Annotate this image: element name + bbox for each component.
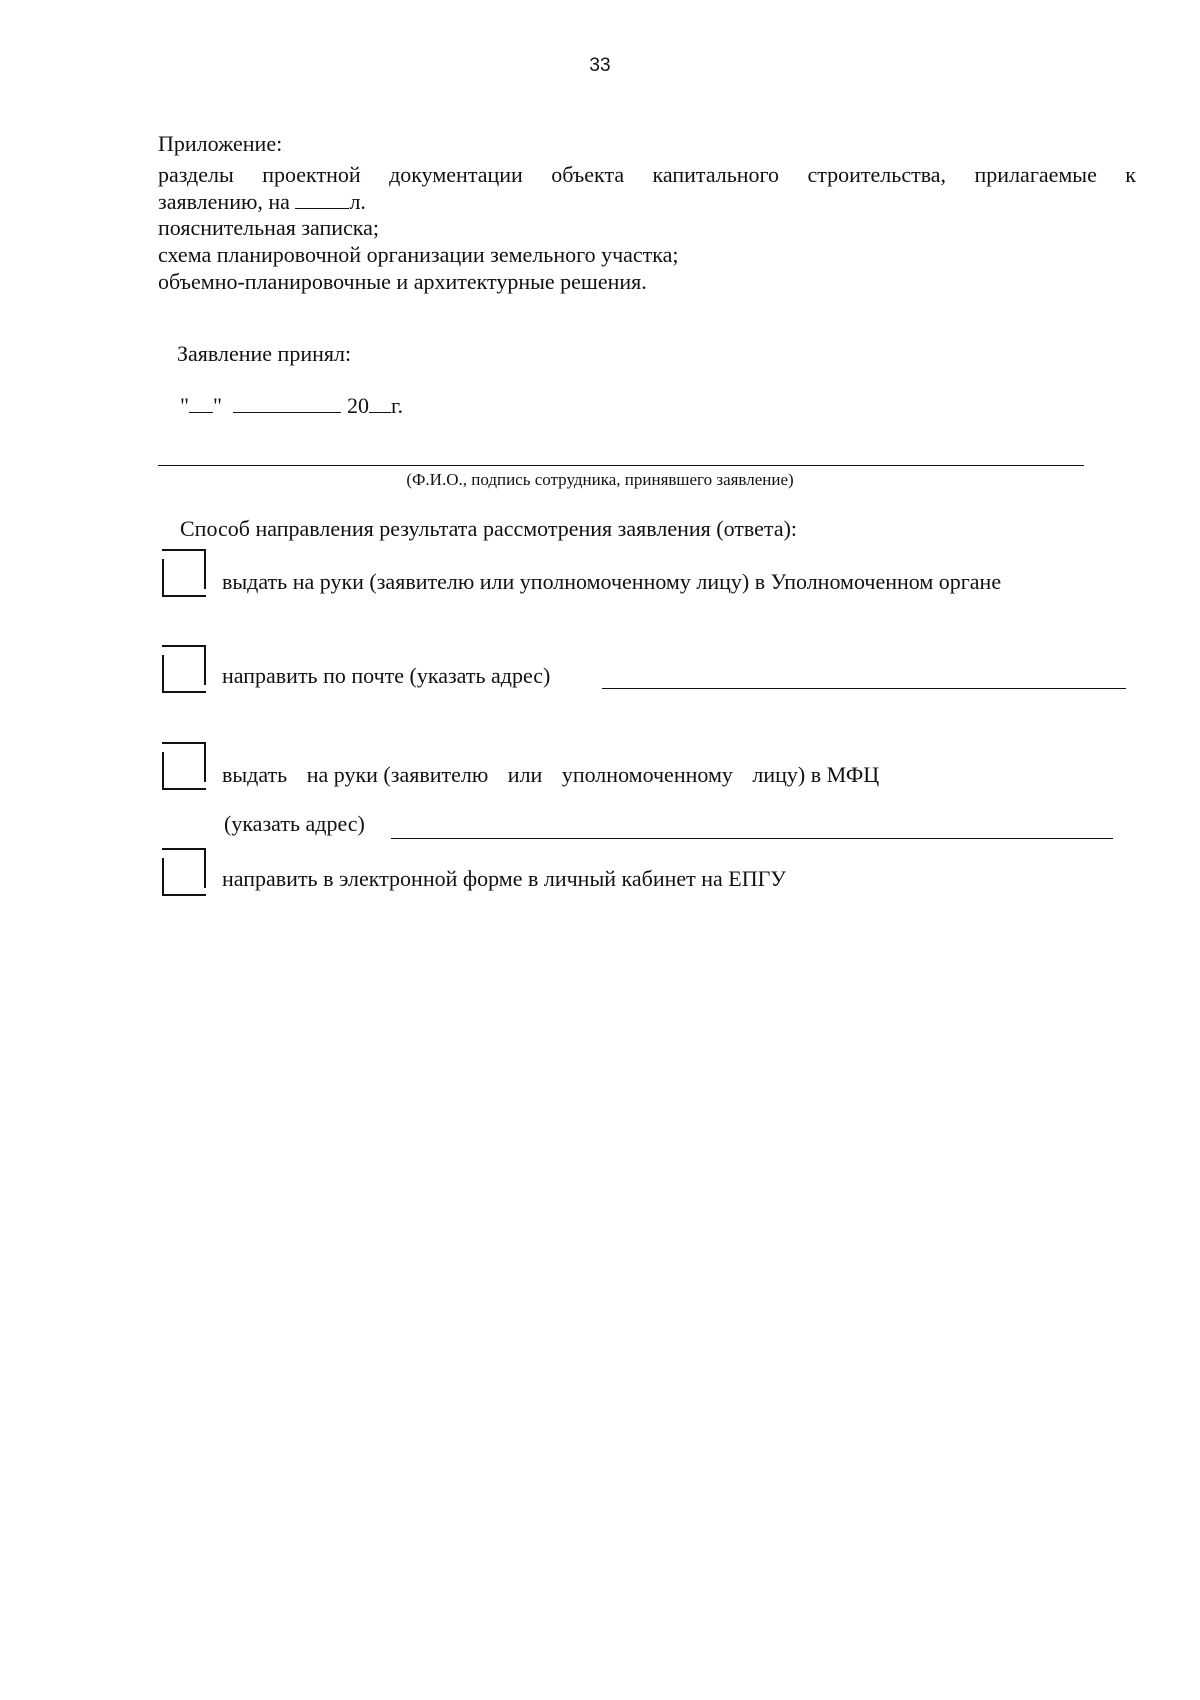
option4-checkbox[interactable] <box>162 848 206 896</box>
option2-checkbox[interactable] <box>162 645 206 693</box>
option3-word-5: лицу) в МФЦ <box>752 762 880 787</box>
year-prefix: 20 <box>346 393 369 418</box>
date-line <box>180 393 403 419</box>
postal-address-field[interactable] <box>602 688 1126 689</box>
option3-word-2: на руки (заявителю <box>306 762 489 787</box>
attachment-heading: Приложение: <box>158 131 283 156</box>
option3-label <box>222 762 893 788</box>
attachment-line-1: разделы проектной документации объекта капитального строительства, прилагаемые к <box>158 162 1136 187</box>
option2-label: направить по почте (указать адрес) <box>222 663 551 688</box>
attachment-line-2-prefix: заявлению, на <box>158 189 290 214</box>
year-field[interactable] <box>369 394 391 413</box>
month-field[interactable] <box>233 394 341 413</box>
option3-word-3: или <box>507 762 543 787</box>
delivery-heading: Способ направления результата рассмотрения заявления (ответа): <box>180 516 798 541</box>
sheet-count-field[interactable] <box>295 190 349 209</box>
signature-caption: (Ф.И.О., подпись сотрудника, принявшего заявление) <box>406 470 794 489</box>
mfc-address-field[interactable] <box>391 838 1113 839</box>
attachment-line-2 <box>158 189 366 215</box>
option1-label: выдать на руки (заявителю или уполномоченному лицу) в Уполномоченном органе <box>222 569 1002 594</box>
option1-checkbox[interactable] <box>162 549 206 597</box>
option3-address-label: (указать адрес) <box>224 811 365 836</box>
option3-checkbox[interactable] <box>162 742 206 790</box>
day-field[interactable] <box>189 394 213 413</box>
date-quote-open: " <box>180 393 189 418</box>
attachment-item-1: пояснительная записка; <box>158 215 380 240</box>
option4-label: направить в электронной форме в личный кабинет на ЕПГУ <box>222 866 786 891</box>
date-quote-close: " <box>212 393 222 418</box>
option3-word-4: уполномоченному <box>561 762 733 787</box>
attachment-item-3: объемно-планировочные и архитектурные решения. <box>158 269 647 294</box>
attachment-item-2: схема планировочной организации земельного участка; <box>158 242 679 267</box>
signature-line[interactable] <box>158 465 1084 466</box>
page-number: 33 <box>589 55 611 76</box>
attachment-line-2-suffix: л. <box>349 189 366 214</box>
accepted-label: Заявление принял: <box>177 341 352 366</box>
year-suffix: г. <box>390 393 404 418</box>
option3-word-1: выдать <box>222 762 288 787</box>
